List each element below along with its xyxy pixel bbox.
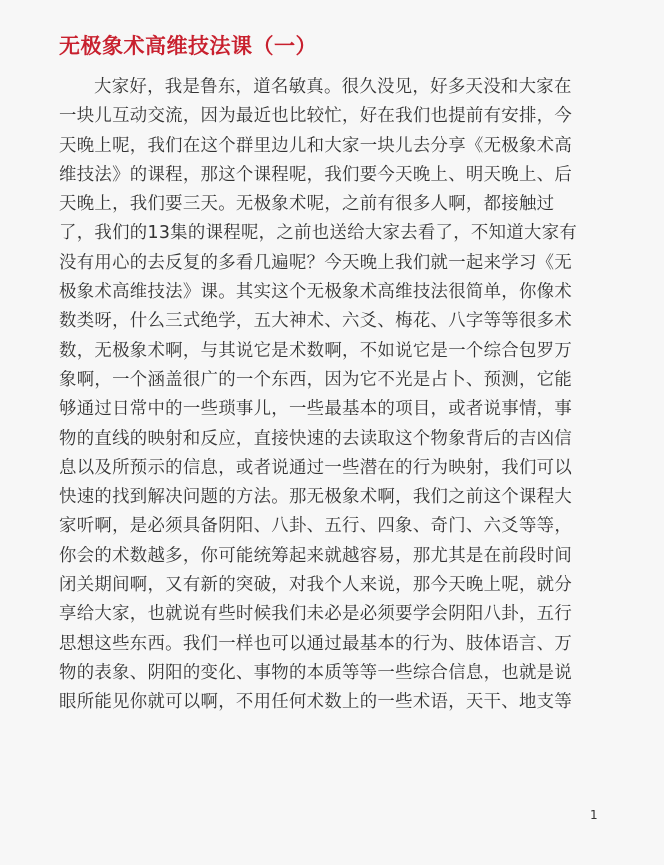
body-line: 维技法》的课程，那这个课程呢，我们要今天晚上、明天晚上、后 <box>59 164 573 185</box>
body-line: 极象术高维技法》课。其实这个无极象术高维技法很简单，你像术 <box>59 282 573 303</box>
body-line: 一块儿互动交流，因为最近也比较忙，好在我们也提前有安排，今 <box>59 106 573 127</box>
body-line: 家听啊，是必须具备阴阳、八卦、五行、四象、奇门、六爻等等， <box>59 516 573 537</box>
body-line: 眼所能见你就可以啊，不用任何术数上的一些术语，天干、地支等 <box>59 692 573 713</box>
body-line: 闭关期间啊，又有新的突破，对我个人来说，那今天晚上呢，就分 <box>59 575 573 596</box>
document-title: 无极象术高维技法课（一） <box>59 34 317 58</box>
body-line: 大家好，我是鲁东，道名敏真。很久没见，好多天没和大家在 <box>94 77 572 97</box>
body-line: 息以及所预示的信息，或者说通过一些潜在的行为映射，我们可以 <box>59 457 573 478</box>
body-line: 数，无极象术啊，与其说它是术数啊，不如说它是一个综合包罗万 <box>59 340 573 361</box>
body-line: 天晚上，我们要三天。无极象术呢，之前有很多人啊，都接触过 <box>59 194 555 215</box>
body-paragraph <box>59 73 604 718</box>
body-line: 了，我们的13集的课程呢，之前也送给大家去看了，不知道大家有 <box>59 223 578 244</box>
body-line: 享给大家，也就说有些时候我们未必是必须要学会阴阳八卦，五行 <box>59 604 573 625</box>
body-line: 物的直线的映射和反应，直接快速的去读取这个物象背后的吉凶信 <box>59 428 573 449</box>
body-line: 天晚上呢，我们在这个群里边儿和大家一块儿去分享《无极象术高 <box>59 135 573 156</box>
body-line: 你会的术数越多，你可能统筹起来就越容易，那尤其是在前段时间 <box>59 545 573 566</box>
body-line: 物的表象、阴阳的变化、事物的本质等等一些综合信息，也就是说 <box>59 662 573 683</box>
body-line: 快速的找到解决问题的方法。那无极象术啊，我们之前这个课程大 <box>59 487 573 508</box>
body-line: 思想这些东西。我们一样也可以通过最基本的行为、肢体语言、万 <box>59 633 573 654</box>
body-line: 够通过日常中的一些琐事儿，一些最基本的项目，或者说事情，事 <box>59 399 573 420</box>
body-line: 没有用心的去反复的多看几遍呢？今天晚上我们就一起来学习《无 <box>59 252 573 273</box>
page-number: 1 <box>590 808 598 822</box>
body-line: 数类呀，什么三式绝学，五大神术、六爻、梅花、八字等等很多术 <box>59 311 573 332</box>
body-line: 象啊，一个涵盖很广的一个东西，因为它不光是占卜、预测，它能 <box>59 369 573 390</box>
